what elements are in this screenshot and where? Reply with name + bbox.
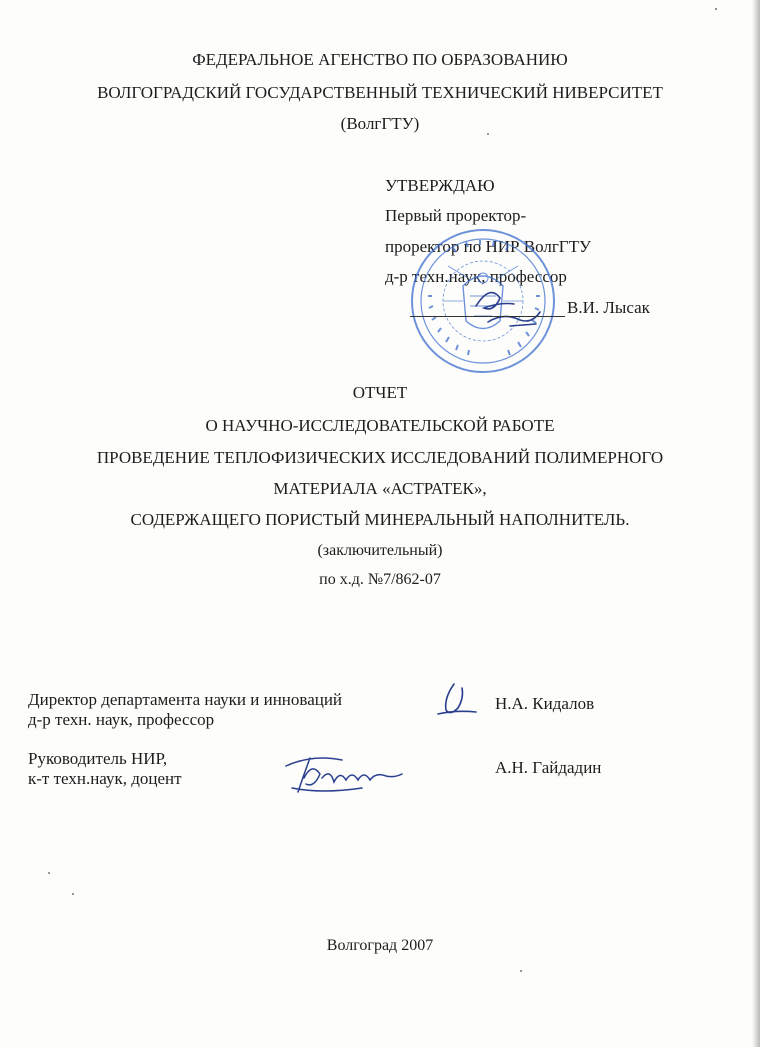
scan-speck: [487, 133, 489, 135]
signatory-name: Н.А. Кидалов: [495, 694, 595, 713]
contract-number: по х.д. №7/862-07: [319, 571, 441, 588]
scan-speck: [715, 8, 717, 10]
signatory-degree: к-т техн.наук, доцент: [28, 769, 182, 788]
approval-signature-line: [410, 316, 565, 317]
report-subtitle: О НАУЧНО-ИССЛЕДОВАТЕЛЬСКОЙ РАБОТЕ: [205, 416, 555, 435]
report-topic-3: СОДЕРЖАЩЕГО ПОРИСТЫЙ МИНЕРАЛЬНЫЙ НАПОЛНИТЕЛЬ.: [130, 510, 630, 529]
university-abbr: (ВолгГТУ): [340, 114, 420, 133]
approval-signer-name: В.И. Лысак: [567, 298, 650, 317]
agency-name: ФЕДЕРАЛЬНОЕ АГЕНСТВО ПО ОБРАЗОВАНИЮ: [192, 50, 568, 69]
report-topic-1: ПРОВЕДЕНИЕ ТЕПЛОФИЗИЧЕСКИХ ИССЛЕДОВАНИЙ ПОЛИМЕРНОГО: [96, 448, 664, 467]
signatory-name: А.Н. Гайдадин: [495, 758, 602, 777]
approval-degree: д-р техн.наук, профессор: [385, 267, 567, 286]
scan-edge-shadow: [752, 0, 760, 1047]
signatory-role: Руководитель НИР,: [28, 749, 168, 768]
scan-speck: [48, 872, 50, 874]
approval-heading: УТВЕРЖДАЮ: [385, 176, 495, 195]
report-type: (заключительный): [317, 542, 443, 559]
signatory-degree: д-р техн. наук, профессор: [28, 710, 215, 729]
scan-speck: [72, 893, 74, 895]
director-signature: [432, 680, 482, 720]
signatory-role: Директор департамента науки и инноваций: [28, 690, 343, 709]
report-title: ОТЧЕТ: [352, 383, 408, 402]
research-lead-signature: [282, 748, 407, 800]
approval-position-2: проректор по НИР ВолгГТУ: [385, 237, 592, 256]
vice-rector-signature: [470, 282, 550, 338]
approval-position-1: Первый проректор-: [385, 206, 527, 225]
university-name: ВОЛГОГРАДСКИЙ ГОСУДАРСТВЕННЫЙ ТЕХНИЧЕСКИЙ НИВЕРСИТЕТ: [97, 83, 663, 102]
scan-speck: [520, 970, 522, 972]
place-and-year: Волгоград 2007: [326, 937, 434, 954]
report-topic-2: МАТЕРИАЛА «АСТРАТЕК»,: [273, 479, 487, 498]
